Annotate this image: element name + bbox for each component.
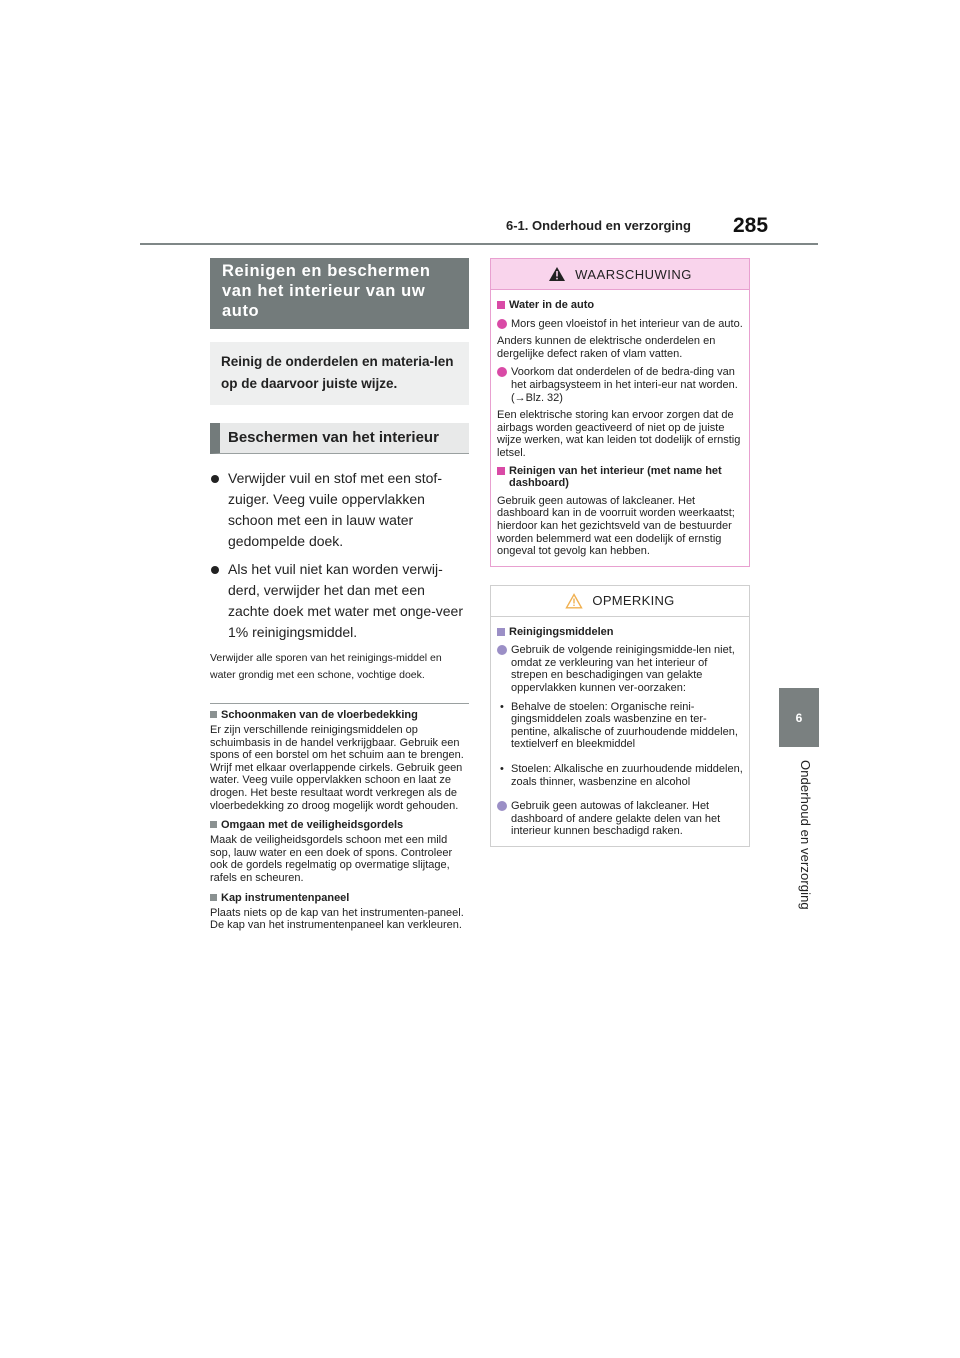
bullet-item: [210, 468, 469, 552]
header-rule: [140, 243, 818, 245]
notice-dash-item: • Stoelen: Alkalische en zuurhoudende middelen, zoals thinner, wasbenzine en alcohol: [500, 763, 743, 788]
sub-heading-seatbelts: Omgaan met de veiligheidsgordels: [210, 818, 469, 832]
subsection-title: Beschermen van het interieur: [210, 423, 469, 454]
circle-bullet-icon: [497, 367, 507, 377]
bullet-list: [210, 468, 469, 643]
warning-triangle-icon: [548, 266, 566, 282]
warning-box: [490, 258, 750, 567]
notice-dash-item: • Behalve de stoelen: Organische reini-gingsmiddelen zoals wasbenzine en ter-pentine, alkalische of zuurhoudende middelen, textielverf en bleekmiddel: [500, 700, 738, 751]
warning-item: Mors geen vloeistof in het interieur van de auto.: [497, 318, 743, 331]
notice-item: Gebruik geen autowas of lakcleaner. Het dashboard of andere gelakte delen van het interieur kunnen beschadigd raken.: [497, 800, 743, 838]
square-bullet-icon: [210, 821, 217, 828]
warning-paragraph: Een elektrische storing kan ervoor zorgen dat de airbags worden geactiveerd of niet op de juiste wijze werken, wat kan leiden tot dodelijk of ernstig letsel.: [497, 409, 741, 459]
square-bullet-icon: [210, 894, 217, 901]
square-bullet-icon: [497, 301, 505, 309]
notice-box: [490, 585, 750, 847]
bullet-dot-icon: [211, 475, 219, 483]
right-column: [490, 258, 750, 847]
bullet-note: Verwijder alle sporen van het reinigings-middel en water grondig met een schone, vochtige doek.: [210, 652, 442, 681]
notice-header: [491, 586, 749, 617]
circle-bullet-icon: [497, 645, 507, 655]
warning-sub-heading: Reinigen van het interieur (met name het dashboard): [497, 465, 743, 490]
bullet-text: Als het vuil niet kan worden verwij-derd, verwijder het dan met een zachte doek met water met onge-veer 1% reinigingsmiddel.: [228, 561, 464, 640]
square-bullet-icon: [210, 711, 217, 718]
paragraph-dashboard-cover: Plaats niets op de kap van het instrumenten-paneel. De kap van het instrumentenpaneel kan verkleuren.: [210, 906, 464, 932]
chapter-label: Onderhoud en verzorging: [798, 760, 813, 910]
warning-sub-heading: Water in de auto: [497, 299, 743, 312]
circle-bullet-icon: [497, 801, 507, 811]
warning-header: [491, 259, 749, 290]
page-number: 285: [733, 214, 769, 237]
warning-title: WAARSCHUWING: [575, 266, 692, 282]
square-bullet-icon: [497, 628, 505, 636]
bullet-dot-icon: [211, 566, 219, 574]
warning-item: Voorkom dat onderdelen of de bedra-ding van het airbagsysteem in het interi-eur nat worden. (→Blz. 32): [497, 366, 743, 404]
paragraph-floor: Er zijn verschillende reinigingsmiddelen op schuimbasis in de handel verkrijgbaar. Gebruik een spons of een borstel om het schuim aan te brengen. Wrijf met elkaar overlappende cirkels. Gebruik geen water. Veeg vuile oppervlakken schoon en laat ze drogen. Het beste resultaat wordt verkregen als de vloerbedekking zo droog mogelijk wordt gehouden.: [210, 724, 464, 812]
intro-box: Reinig de onderdelen en materia-len op de daarvoor juiste wijze.: [210, 342, 469, 405]
square-bullet-icon: [497, 467, 505, 475]
sub-heading-floor: Schoonmaken van de vloerbedekking: [210, 708, 469, 722]
sub-heading-dashboard-cover: Kap instrumentenpaneel: [210, 891, 469, 905]
circle-bullet-icon: [497, 319, 507, 329]
notice-item: Gebruik de volgende reinigingsmidde-len niet, omdat ze verkleuring van het interieur of strepen en beschadigingen van gelakte oppervlakken kunnen ver-oorzaken:: [497, 644, 743, 694]
bullet-text: Verwijder vuil en stof met een stof-zuiger. Veeg vuile oppervlakken schoon met een in lauw water gedompelde doek.: [228, 470, 442, 549]
notice-title: OPMERKING: [592, 593, 675, 609]
warning-paragraph: Anders kunnen de elektrische onderdelen en dergelijke defect raken of vlam vatten.: [497, 335, 716, 360]
left-column: [210, 258, 469, 938]
small-bullet-icon: •: [500, 763, 504, 776]
warning-paragraph: Gebruik geen autowas of lakcleaner. Het dashboard kan in de voorruit worden weerkaatst; hierdoor kan het gezichtsveld van de bestuurder worden belemmerd wat een dodelijk of ernstig ongeval tot gevolg kan hebben.: [497, 494, 735, 558]
notice-sub-heading: Reinigingsmiddelen: [497, 626, 743, 639]
bullet-item: [210, 559, 469, 643]
page-header-title: 6-1. Onderhoud en verzorging: [506, 218, 691, 233]
section-title: Reinigen en beschermen van het interieur van uw auto: [210, 258, 469, 329]
paragraph-seatbelts: Maak de veiligheidsgordels schoon met een mild sop, lauw water en een doek of spons. Controleer ook de gordels regelmatig op overmatige slijtage, rafels en scheuren.: [210, 834, 453, 884]
chapter-tab[interactable]: 6: [779, 688, 819, 747]
divider: [210, 703, 469, 704]
notice-triangle-icon: [565, 593, 583, 609]
small-bullet-icon: •: [500, 700, 504, 713]
